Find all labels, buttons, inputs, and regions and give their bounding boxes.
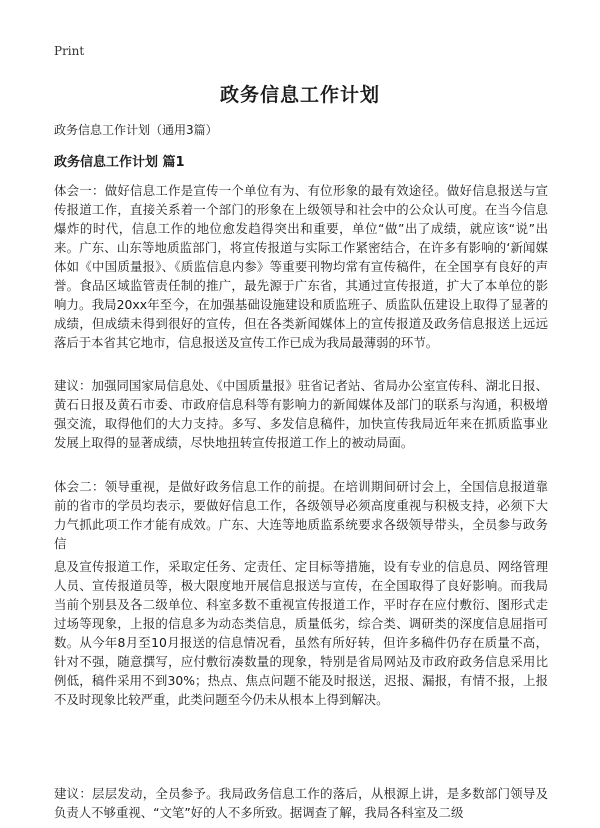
paragraph-suggestion-two: 建议：层层发动，全员参予。我局政务信息工作的落后，从根源上讲，是多数部门领导及负责人不够重视、“文笔”好的人不多所致。据调查了解，我局各科室及二级 — [54, 786, 548, 820]
paragraph-experience-one: 体会一：做好信息工作是宣传一个单位有为、有位形象的最有效途径。做好信息报送与宣传报道工作，直接关系着一个部门的形象在上级领导和社会中的公众认可度。在当今信息爆炸的时代，信息工作的地位愈发趋得突出和重要，单位“做”出了成绩，就应该“说”出来。广东、山东等地质监部门，将宣传报道与实际工作紧密结合，在许多有影响的‘新闻媒体如《中国质量报》、《质监信息内参》等重要刊物均常有宣传稿件，在全国享有良好的声誉。食品区域监管责任制的推广，最先源于广东省，其通过宣传报道，扩大了本单位的影响力。我局20xx年至今，在加强基础设施建设和质监班子、质监队伍建设上取得了显著的成绩，但成绩未得到很好的宣传，但在各类新闻媒体上的宣传报道及政务信息报送上远远落后于本省其它地市，信息报送及宣传工作已成为我局最薄弱的环节。 — [54, 183, 548, 350]
paragraph-suggestion-one: 建议：加强同国家局信息处、《中国质量报》驻省记者站、省局办公室宣传科、湖北日报、黄石日报及黄石市委、市政府信息科等有影响力的新闻媒体及部门的联系与沟通，积极增强交流，取得他们的大力支持。多写、多发信息稿件，加快宣传我局近年来在抓质监事业发展上取得的显著成绩，尽快地扭转宣传报道工作上的被动局面。 — [54, 378, 548, 450]
document-subtitle: 政务信息工作计划（通用3篇） — [54, 123, 218, 137]
print-link[interactable]: Print — [54, 44, 85, 58]
document-title: 政务信息工作计划 — [219, 84, 380, 106]
paragraph-experience-two-continued: 息及宣传报道工作，采取定任务、定责任、定目标等措施，设有专业的信息员、网络管理人员、宣传报道员等，极大限度地开展信息报送与宣传，在全国取得了良好影响。而我局当前个别县及各二级单位、科室多数不重视宣传报道工作，平时存在应付敷衍、图形式走过场等现象，上报的信息多为动态类信息，质量低劣，综合类、调研类的深度信息屈指可数。从今年8月至10月报送的信息情况看，虽然有所好转，但许多稿件仍存在质量不高，针对不强，随意撰写，应付敷衍凑数量的现象，特别是省局网站及市政府政务信息采用比例低，稿件采用不到30%；热点、焦点问题不能及时报送，迟报、漏报，有情不报，上报不及时现象比较严重，此类问题至今仍未从根本上得到解决。 — [54, 559, 548, 707]
section-heading: 政务信息工作计划 篇1 — [54, 155, 185, 170]
paragraph-experience-two: 体会二：领导重视，是做好政务信息工作的前提。在培训期间研讨会上，全国信息报道靠前的省市的学员均表示，要做好信息工作，各级领导必须高度重视与积极支持，必须下大力气抓此项工作才能有成效。广东、大连等地质监系统要求各级领导带头，全员参与政务信 — [54, 479, 548, 551]
